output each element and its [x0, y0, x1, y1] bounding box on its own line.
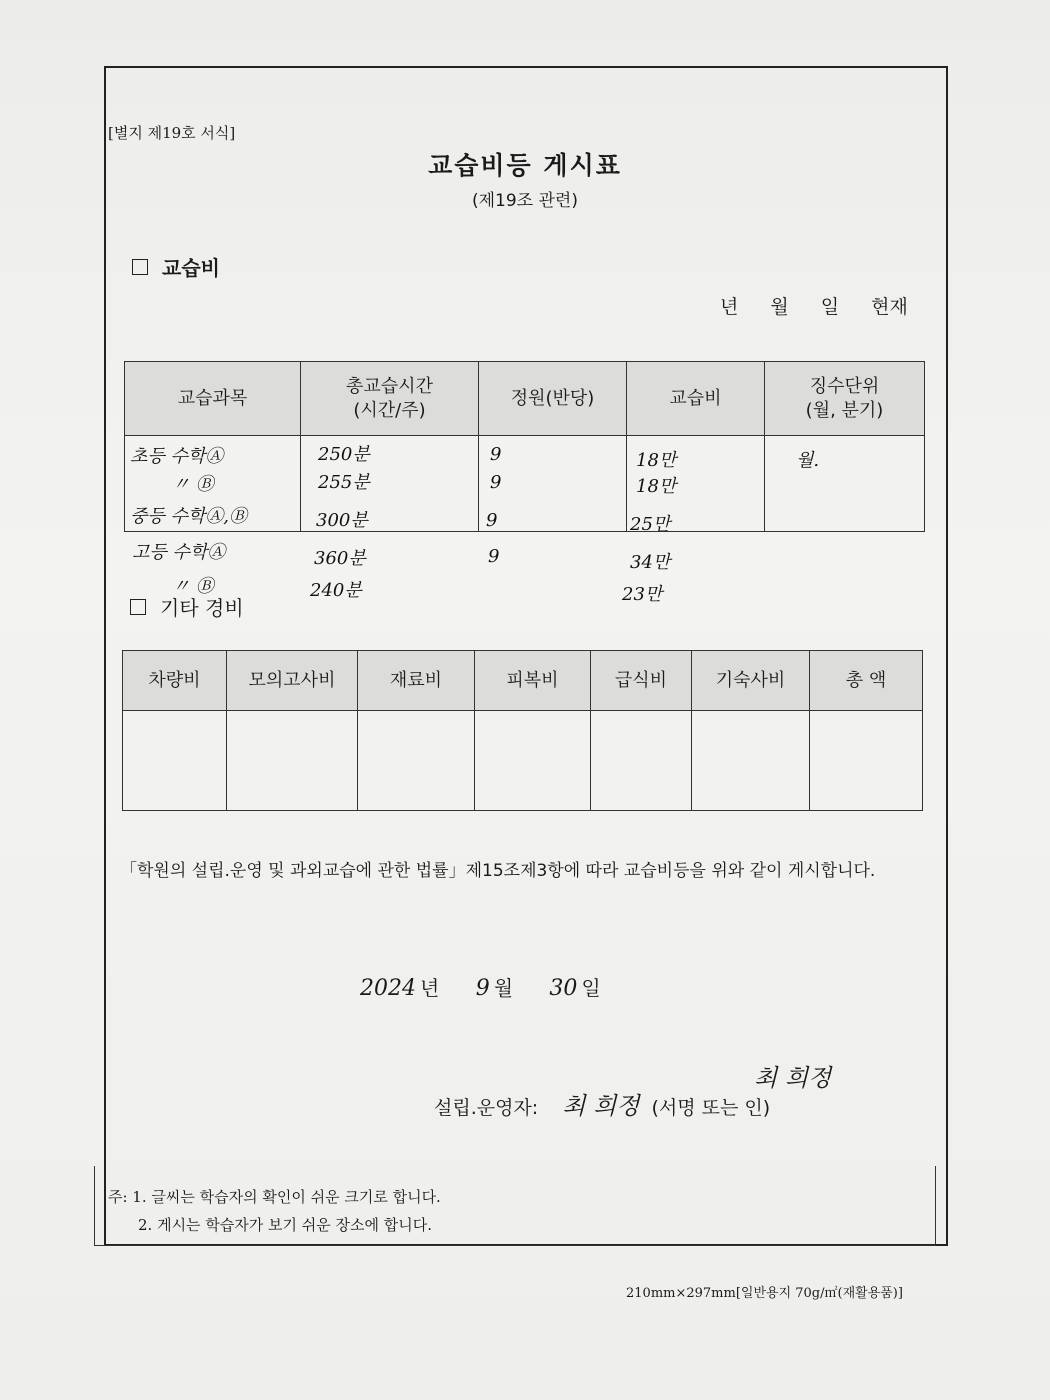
sign-hint: (서명 또는 인): [651, 1097, 771, 1119]
note-1: 주: 1. 글씨는 학습자의 확인이 쉬운 크기로 합니다.: [108, 1188, 441, 1206]
checkbox-icon: [130, 599, 146, 615]
header-hours: 총교습시간 (시간/주): [301, 362, 479, 436]
row5-fee: 23만: [622, 584, 663, 605]
row1-hours: 250분: [318, 444, 370, 465]
date-month: 9: [475, 976, 490, 1001]
header-subject: 교습과목: [125, 362, 301, 436]
row1-capacity: 9: [490, 444, 502, 465]
row2-subject: 〃 Ⓑ: [172, 474, 214, 495]
fee-section-label: 교습비: [162, 256, 220, 280]
row1-unit: 월.: [796, 450, 820, 471]
cell-mock-exam: [227, 711, 358, 811]
date-day: 30: [549, 976, 578, 1001]
legal-statement: 「학원의 설립.운영 및 과외교습에 관한 법률」제15조제3항에 따라 교습비등을 위와 같이 게시합니다.: [120, 861, 876, 881]
row5-subject: 〃 Ⓑ: [172, 576, 214, 597]
other-section-heading: [130, 592, 244, 621]
form-number: [별지 제19호 서식]: [108, 124, 236, 142]
cell-uniform: [475, 711, 591, 811]
cell-total: [810, 711, 923, 811]
header-dormitory: 기숙사비: [692, 651, 810, 711]
row4-capacity: 9: [488, 546, 500, 567]
row4-hours: 360분: [314, 548, 366, 569]
cell-vehicle: [123, 711, 227, 811]
form-title: 교습비등 게시표: [428, 151, 622, 180]
date-line: [360, 972, 601, 1001]
row2-hours: 255분: [318, 472, 370, 493]
cell-dormitory: [692, 711, 810, 811]
date-year: 2024: [360, 976, 416, 1001]
fee-section-heading: [132, 252, 220, 281]
header-collection-unit: 징수단위 (월, 분기): [765, 362, 925, 436]
header-total: 총 액: [810, 651, 923, 711]
cell-meals: [591, 711, 692, 811]
cell-materials: [358, 711, 475, 811]
row5-hours: 240분: [310, 580, 362, 601]
header-mock-exam: 모의고사비: [227, 651, 358, 711]
header-fee: 교습비: [627, 362, 765, 436]
header-materials: 재료비: [358, 651, 475, 711]
other-table-header-row: [123, 651, 923, 711]
as-of-date: 년 월 일 현재: [720, 296, 908, 318]
paper-spec: 210mm×297mm[일반용지 70g/㎡(재활용품)]: [626, 1286, 903, 1301]
signature: 최 희정: [754, 1064, 832, 1092]
row1-fee: 18만: [636, 450, 677, 471]
date-year-unit: 년: [420, 976, 440, 1000]
checkbox-icon: [132, 259, 148, 275]
form-subtitle: (제19조 관련): [472, 191, 578, 211]
other-expenses-table: [122, 650, 923, 811]
other-table-body: [123, 711, 923, 811]
cell-unit: [765, 436, 925, 532]
date-month-unit: 월: [493, 976, 514, 1000]
row1-subject: 초등 수학Ⓐ: [130, 446, 224, 467]
row4-fee: 34만: [630, 552, 671, 573]
fee-table-header-row: [125, 362, 925, 436]
founder-label: 설립.운영자:: [434, 1097, 539, 1119]
row4-subject: 고등 수학Ⓐ: [132, 542, 226, 563]
note-2: 2. 게시는 학습자가 보기 쉬운 장소에 합니다.: [138, 1216, 433, 1234]
row2-fee: 18만: [636, 476, 677, 497]
founder-line: [434, 1086, 770, 1121]
header-capacity: 정원(반당): [479, 362, 627, 436]
row3-hours: 300분: [316, 510, 368, 531]
row3-capacity: 9: [486, 510, 498, 531]
header-uniform: 피복비: [475, 651, 591, 711]
row2-capacity: 9: [490, 472, 502, 493]
date-day-unit: 일: [581, 976, 601, 1000]
founder-name: 최 희정: [562, 1092, 640, 1120]
other-section-label: 기타 경비: [160, 596, 244, 620]
header-vehicle: 차량비: [123, 651, 227, 711]
row3-fee: 25만: [630, 514, 671, 535]
row3-subject: 중등 수학Ⓐ,Ⓑ: [130, 506, 247, 527]
header-meals: 급식비: [591, 651, 692, 711]
